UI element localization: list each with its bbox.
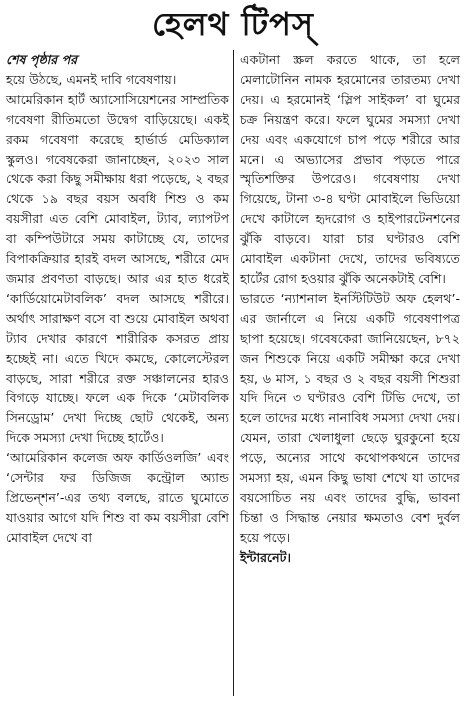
- article-paragraph: ভারতে ‘ন্যাশনাল ইনস্টিটিউট অফ হেলথ’-এর জার্নালে এ নিয়ে একটি গবেষণাপত্র ছাপা হয়েছে। গবেষকেরা জানিয়েছেন, ৮৭২ জন শিশুকে নিয়ে একটি সমীক্ষা করে দেখা হয়, ৬ মাস, ১ বছর ও ২ বছর বয়সী শিশুরা যদি দিনে ৩ ঘণ্টারও বেশি টিভি দেখে, তা হলে তাদের মধ্যে নানাবিধ সমস্যা দেখা দেয়। যেমন, তারা খেলাধুলা ছেড়ে ঘুরকুনো হয়ে পড়ে, অন্যের সাথে কথোপকথনে তাদের সমস্যা হয়, এমন কিছু ভাষা শেখে যা তাদের বয়সোচিত নয় এবং তাদের বুদ্ধি, ভাবনা চিন্তা ও সিদ্ধান্ত নেয়ার ক্ষমতাও বেশ দুর্বল হয়ে পড়ে।: [240, 290, 460, 545]
- continued-from-label: শেষ পৃষ্ঠার পর: [6, 52, 78, 67]
- column-divider: [233, 50, 234, 696]
- article-paragraph: একটানা স্ক্রল করতে থাকে, তা হলে মেলাটোনিন নামক হরমোনের তারতম্য দেখা দেয়। এ হরমোনই ‘স্লিপ সাইকল’ বা ঘুমের চক্র নিয়ন্ত্রণ করে। ফলে ঘুমের সমস্যা দেখা দেয় এবং একযোগে চাপ পড়ে শরীরে আর মনে। এ অভ্যাসের প্রভাব পড়তে পারে স্মৃতিশক্তির উপরেও। গবেষণায় দেখা গিয়েছে, টানা ৩-৪ ঘণ্টা মোবাইলে ভিডিয়ো দেখে কাটালে হৃদরোগ ও হাইপারটেনশনের ঝুঁকি বাড়বে। যারা চার ঘণ্টারও বেশি মোবাইল একটানা দেখে, তাদের ভবিষ্যতে হার্টের রোগ হওয়ার ঝুঁকি অনেকটাই বেশি।: [240, 52, 460, 286]
- page-title: হেলথ টিপস্: [152, 5, 314, 43]
- article-column-right: [240, 50, 460, 568]
- article-paragraph: আমেরিকান হার্ট অ্যাসোসিয়েশনের সাম্প্রতিক গবেষণা রীতিমতো উদ্বেগ বাড়িয়েছে। একই রকম গবেষণা করেছে হার্ভার্ড মেডিক্যাল স্কুলও। গবেষকেরা জানাচ্ছেন, ২০২৩ সাল থেকে করা কিছু সমীক্ষায় ধরা পড়েছে, ২ বছর থেকে ১৯ বছর বয়স অবধি শিশু ও কম বয়সীরা এত বেশি মোবাইল, ট্যাব, ল্যাপটপ বা কম্পিউটারে সময় কাটাচ্ছে যে, তাদের বিপাকক্রিয়ার হারই বদল আসছে, শরীরে মেদ জমার প্রবণতা বাড়ছে। আর এর হাত ধরেই ‘কার্ডিয়োমেটাবলিক’ বদল আসছে শরীরে। অর্থাৎ সারাক্ষণ বসে বা শুয়ে মোবাইল অথবা ট্যাব দেখার কারণে শারীরিক কসরত প্রায় হচ্ছেই না। এতে খিদে কমছে, কোলেস্টেরল বাড়ছে, সারা শরীরে রক্ত সঞ্চালনের হারও বিগড়ে যাচ্ছে। ফলে এক দিকে ‘মেটাবলিক সিনড্রোম’ দেখা দিচ্ছে ছোট থেকেই, অন্য দিকে সমস্যা দেখা দিচ্ছে হার্টেও।: [6, 91, 229, 446]
- source-credit: ইন্টারনেট।: [240, 549, 291, 565]
- article-column-left: [6, 50, 229, 548]
- article-paragraph: হয়ে উঠছে, এমনই দাবি গবেষণায়।: [6, 71, 177, 87]
- article-paragraph: ‘আমেরিকান কলেজ অফ কার্ডিওলজি’ এবং ‘সেন্টার ফর ডিজিজ কন্ট্রোল অ্যান্ড প্রিভেন্শন’-এর তথ্য বলছে, রাতে ঘুমোতে যাওয়ার আগে যদি শিশু বা কম বয়সীরা বেশি মোবাইল দেখে বা: [6, 450, 229, 545]
